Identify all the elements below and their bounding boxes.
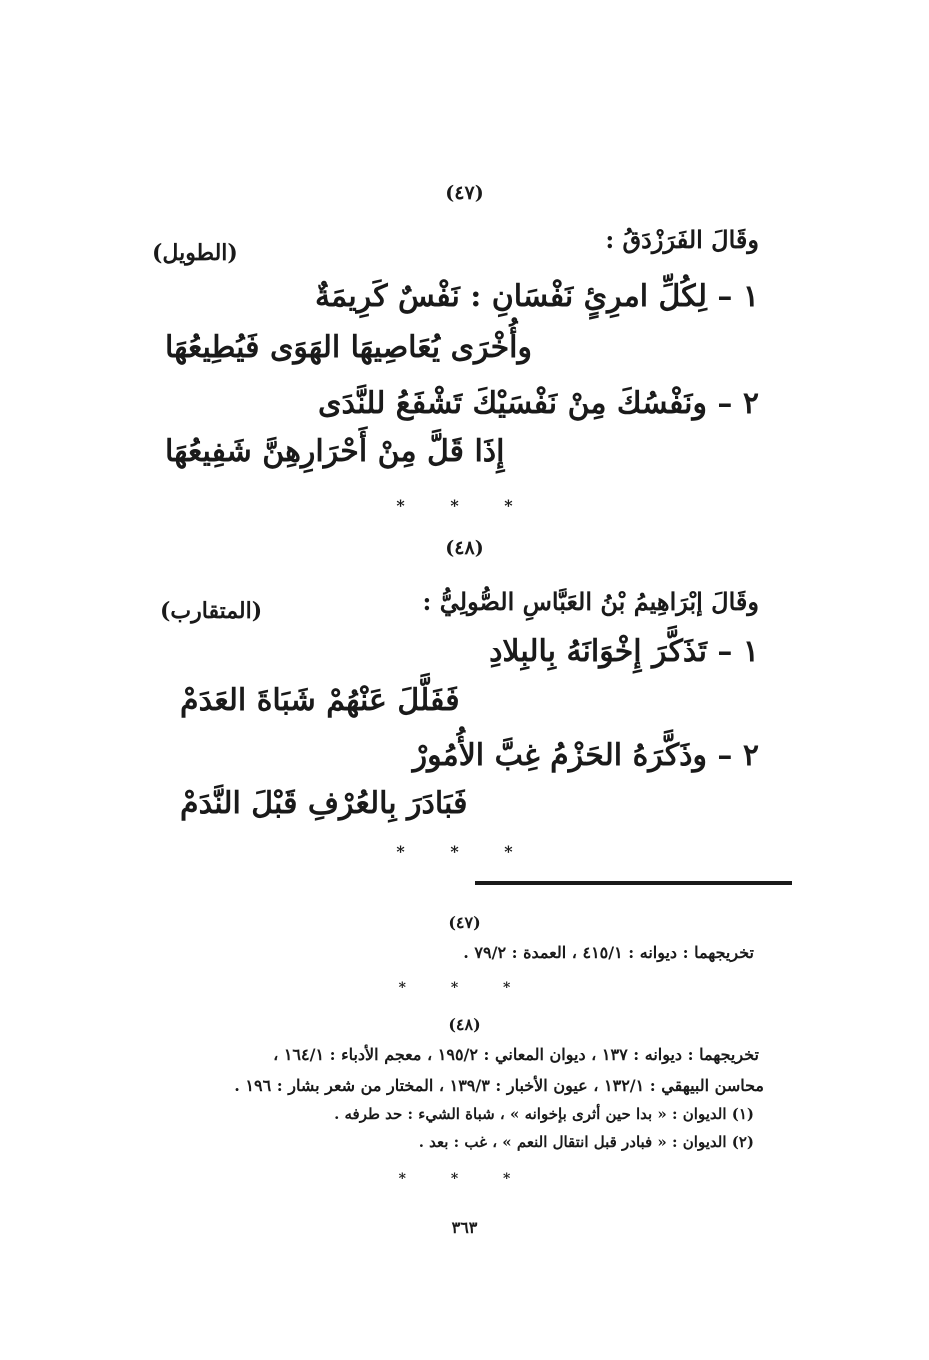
poem-47-verse-1b: وأُخْرَى يُعَاصِيهَا الهَوَى فَيُطِيعُهَا <box>165 330 532 365</box>
note-48-line-1: تخريجهما : ديوانه : ١٣٧ ، ديوان المعاني : ١٩٥/٢ ، معجم الأدباء : ١٦٤/١ ، <box>273 1045 759 1064</box>
footnote-1: (١) الديوان : « بدا حين أثرى بإخوانه » ، شباة الشيء : حد طرفه . <box>334 1105 754 1123</box>
note-48-line-2: محاسن البيهقي : ١٣٢/١ ، عيون الأخبار : ١٣٩/٣ ، المختار من شعر بشار : ١٩٦ . <box>234 1076 764 1095</box>
poem-48-meter: (المتقارب) <box>160 598 263 624</box>
poem-47-verse-1a: ١ – لِكُلِّ امرِئٍ نَفْسَانِ : نَفْسٌ كَرِيمَةٌ <box>314 279 759 314</box>
note-47-number: (٤٧) <box>448 913 481 932</box>
separator-stars: * * * <box>398 980 531 996</box>
poem-47-verse-2a: ٢ – ونَفْسُكَ مِنْ نَفْسَيْكَ تَشْفَعُ للنَّدَى <box>318 386 759 421</box>
poem-47-intro: وقَالَ الفَرَزْدَقُ : <box>605 225 759 254</box>
poem-48-verse-1a: ١ – تَذَكَّرَ إِخْوَانَهُ بِالبِلادِ <box>489 634 759 669</box>
poem-47-verse-2b: إِذَا قَلَّ مِنْ أَحْرَارِهِنَّ شَفِيعُهَا <box>165 434 505 469</box>
poem-48-intro: وقَالَ إبْرَاهِيمُ بْنُ العَبَّاسِ الصُّولِيُّ : <box>422 587 759 616</box>
poem-48-verse-2b: فَبَادَرَ بِالعُرْفِ قَبْلَ النَّدَمْ <box>180 786 468 821</box>
poem-47-number: (٤٧) <box>445 182 484 204</box>
note-47-text: تخريجهما : ديوانه : ٤١٥/١ ، العمدة : ٧٩/٢ . <box>463 943 754 962</box>
poem-48-verse-1b: فَفَلَّلَ عَنْهُمْ شَبَاةَ العَدَمْ <box>180 683 460 718</box>
poem-48-number: (٤٨) <box>445 537 484 559</box>
separator-stars: * * * <box>398 1171 531 1187</box>
poem-48-verse-2a: ٢ – وذَكَّرَهُ الحَزْمُ غِبَّ الأُمُورْ <box>412 738 759 773</box>
note-48-number: (٤٨) <box>448 1015 481 1034</box>
poem-47-meter: (الطويل) <box>152 240 238 266</box>
separator-stars: * * * <box>396 496 533 515</box>
separator-stars: * * * <box>396 842 533 861</box>
footnote-rule <box>475 881 792 885</box>
page-number: ٣٦٣ <box>451 1218 478 1237</box>
footnote-2: (٢) الديوان : « فبادر قبل انتقال النعم » ، غب : بعد . <box>418 1133 754 1151</box>
